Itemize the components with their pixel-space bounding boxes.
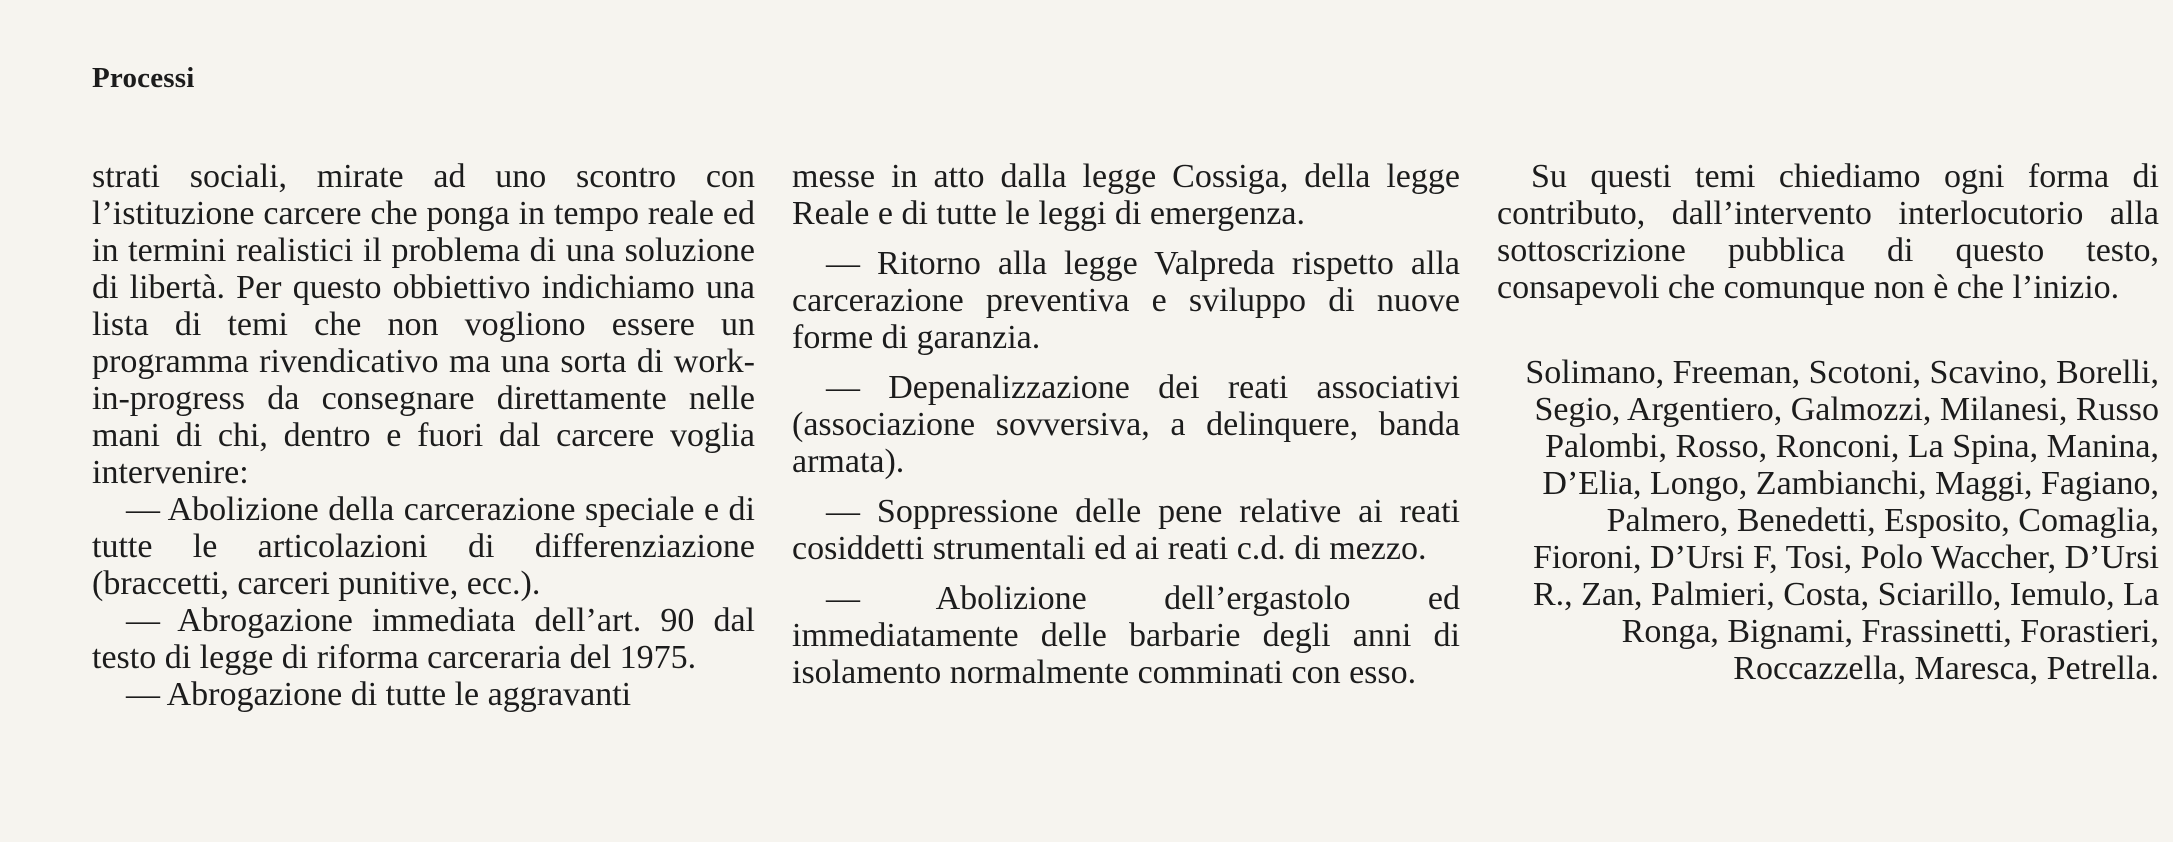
appeal-paragraph: Su questi temi chiediamo ogni forma di contributo, dall’intervento interlocutorio alla sottoscrizione pubblica di questo testo, consapevoli che comunque non è che l’inizio. xyxy=(1497,158,2159,306)
text-column-1 xyxy=(92,158,755,713)
text-column-3 xyxy=(1497,158,2159,687)
text-column-2 xyxy=(792,158,1460,704)
demand-item: — Soppressione delle pene relative ai reati cosiddetti strumentali ed ai reati c.d. di mezzo. xyxy=(792,493,1460,567)
signatories-list: Solimano, Freeman, Scotoni, Scavino, Borelli, Segio, Argentiero, Galmozzi, Milanesi, Russo Palombi, Rosso, Ronconi, La Spina, Manina, D’Elia, Longo, Zambianchi, Maggi, Fagiano, Palmero, Benedetti, Esposito, Comaglia, Fioroni, D’Ursi F, Tosi, Polo Waccher, D’Ursi R., Zan, Palmieri, Costa, Sciarillo, Iemulo, La Ronga, Bignami, Frassinetti, Forastieri, Roccazzella, Maresca, Petrella. xyxy=(1525,354,2159,687)
demand-item: — Ritorno alla legge Valpreda rispetto alla carcerazione preventiva e sviluppo di nuove forme di garanzia. xyxy=(792,245,1460,356)
section-heading: Processi xyxy=(92,62,195,94)
intro-paragraph: strati sociali, mirate ad uno scontro con l’istituzione carcere che ponga in tempo reale ed in termini realistici il problema di una soluzione di libertà. Per questo obbiettivo indichiamo una lista di temi che non vogliono essere un programma rivendicativo ma una sorta di work-in-progress da consegnare direttamente nelle mani di chi, dentro e fuori dal carcere voglia intervenire: xyxy=(92,158,755,491)
demand-item: — Abolizione dell’ergastolo ed immediatamente delle barbarie degli anni di isolamento normalmente comminati con esso. xyxy=(792,580,1460,691)
continuation-paragraph: messe in atto dalla legge Cossiga, della legge Reale e di tutte le leggi di emergenza. xyxy=(792,158,1460,232)
demand-item: — Abrogazione immediata dell’art. 90 dal testo di legge di riforma carceraria del 1975. xyxy=(92,602,755,676)
demand-item: — Abolizione della carcerazione speciale e di tutte le articolazioni di differenziazione (braccetti, carceri punitive, ecc.). xyxy=(92,491,755,602)
demand-item: — Abrogazione di tutte le aggravanti xyxy=(126,676,632,713)
demand-item: — Depenalizzazione dei reati associativi (associazione sovversiva, a delinquere, banda armata). xyxy=(792,369,1460,480)
